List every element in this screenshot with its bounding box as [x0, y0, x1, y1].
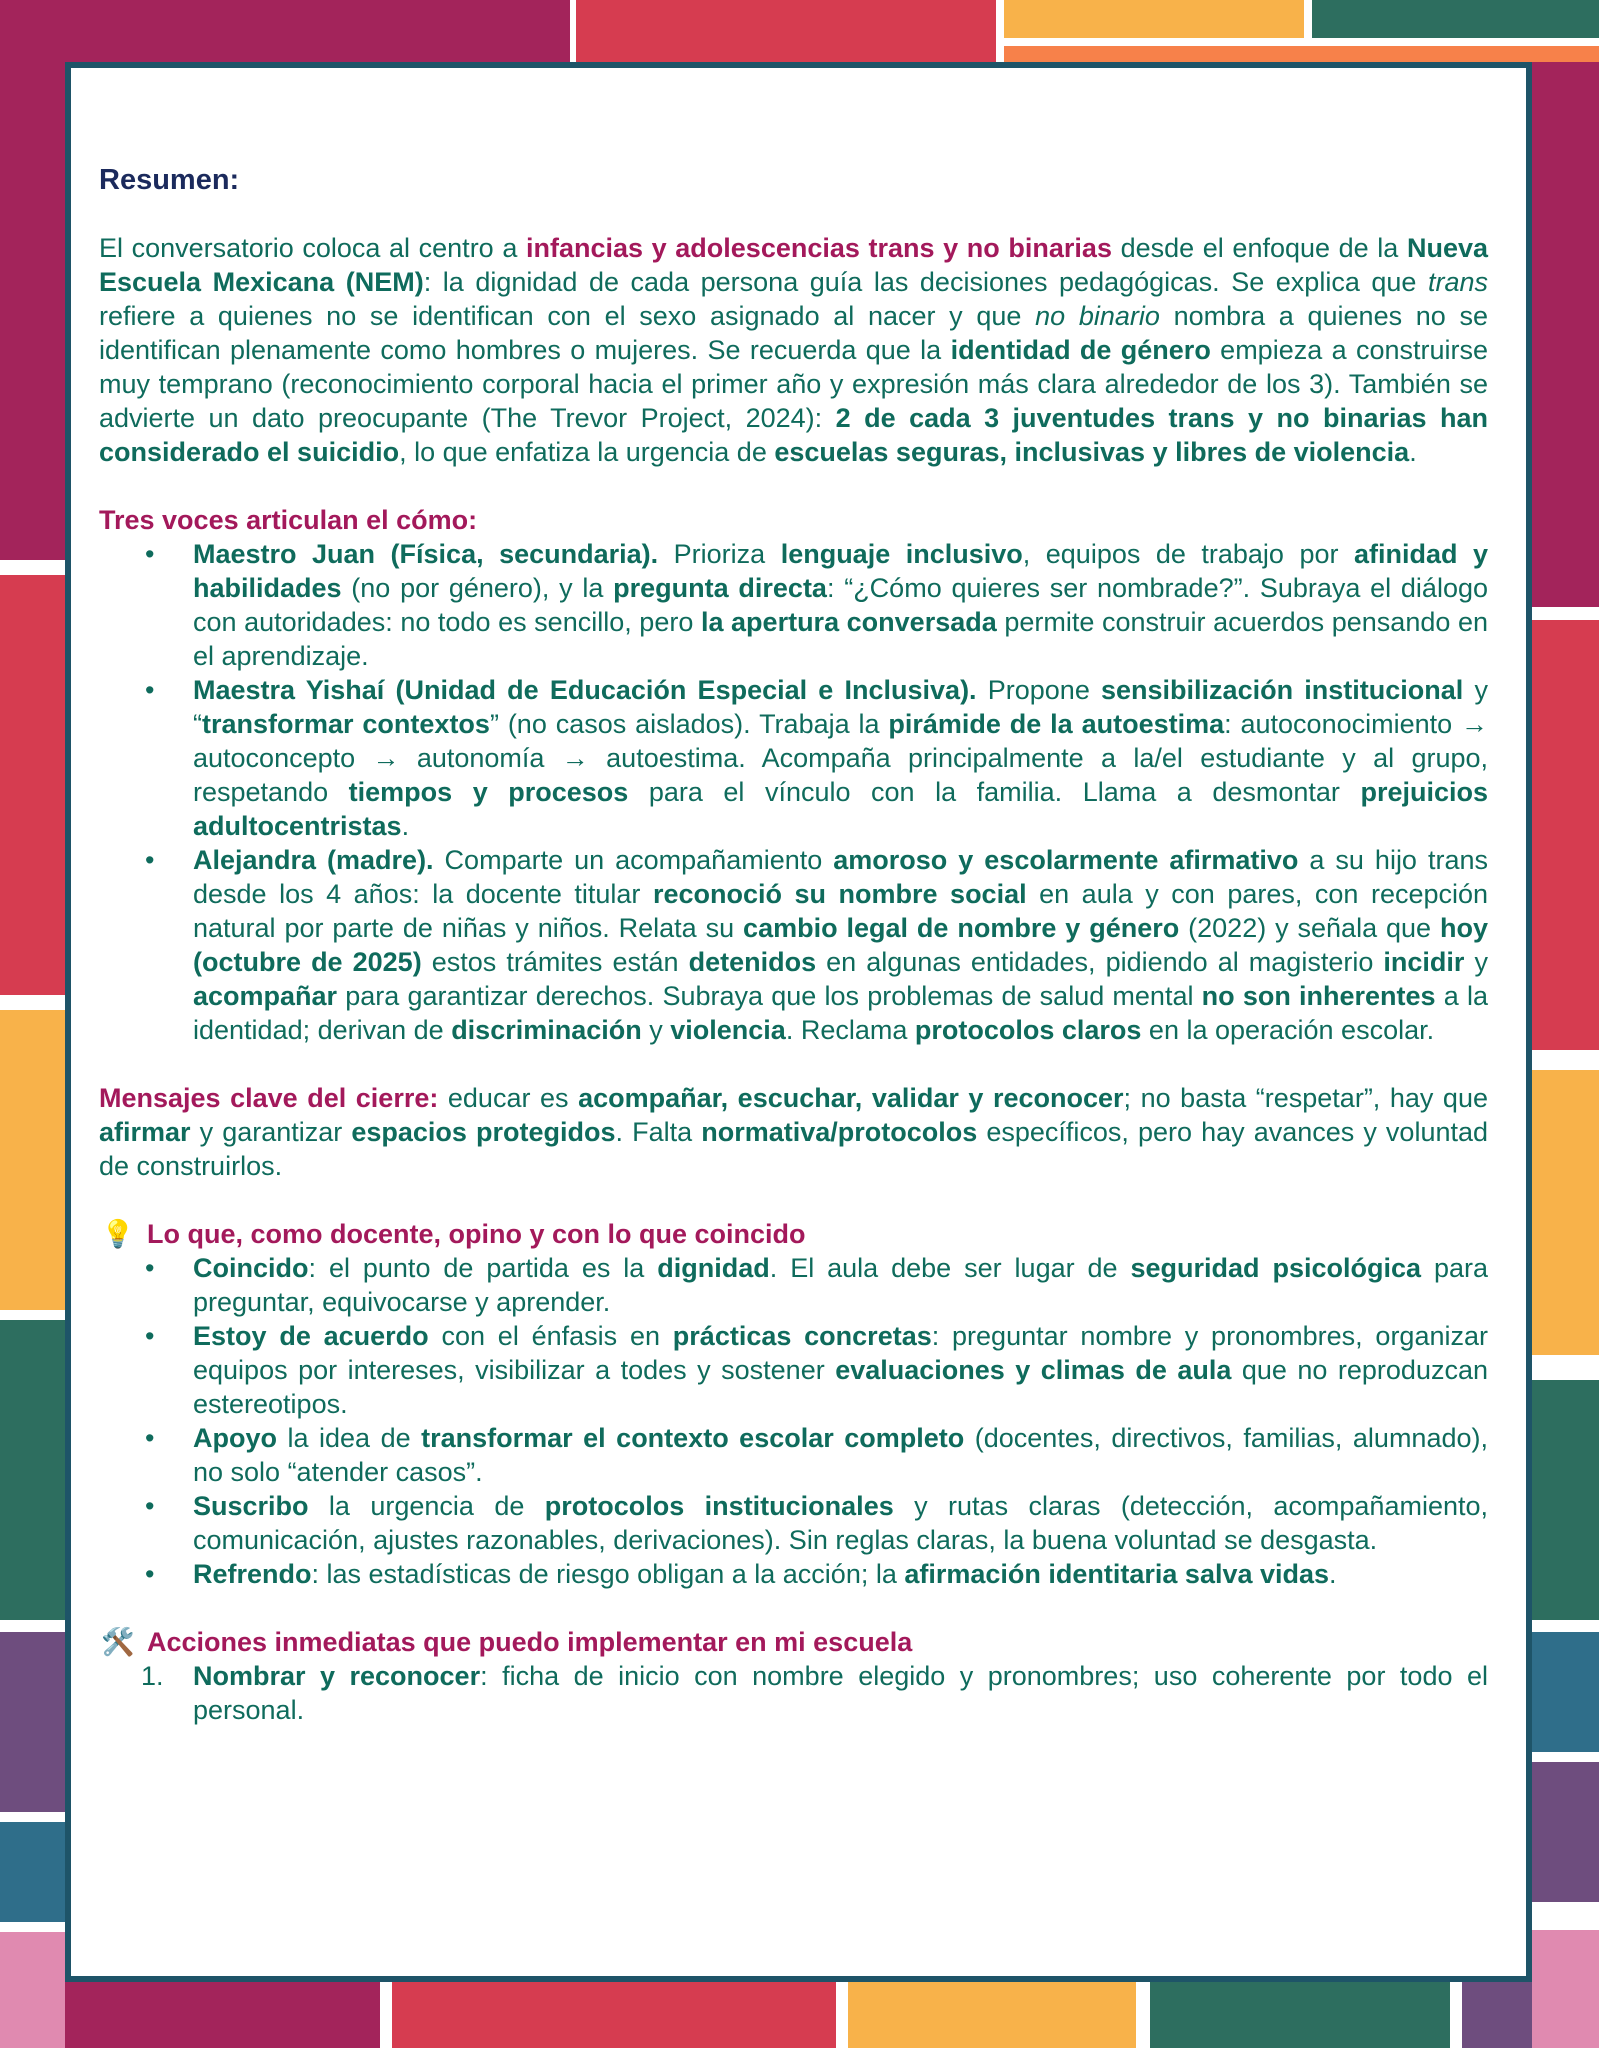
- item-number: 1.: [141, 1661, 164, 1691]
- emphasis-text: Refrendo: [193, 1559, 312, 1589]
- text-segment: Propone: [976, 675, 1102, 705]
- bullet-icon: •: [145, 539, 155, 569]
- decor-block: [1312, 0, 1599, 38]
- emphasis-text: Maestra Yishaí (Unidad de Educación Especial e Inclusiva).: [193, 675, 977, 705]
- lightbulb-icon: 💡: [101, 1219, 135, 1249]
- emphasis-text: identidad de género: [950, 335, 1211, 365]
- text-segment: educar es: [438, 1083, 579, 1113]
- text-segment: : las estadísticas de riesgo obligan a la acción; la: [311, 1559, 905, 1589]
- text-segment: y garantizar: [190, 1117, 352, 1147]
- emphasis-text: transformar contextos: [202, 709, 490, 739]
- list-item: [99, 673, 1488, 843]
- text-segment: . Falta: [615, 1117, 702, 1147]
- voces-heading: Tres voces articulan el cómo:: [99, 505, 478, 535]
- decor-block: [65, 1982, 380, 2048]
- emphasis-text: evaluaciones y climas de aula: [835, 1355, 1232, 1385]
- emphasis-text: Nueva Escuela Mexicana (NEM): [99, 233, 1488, 297]
- emphasis-text: Maestro Juan (Física, secundaria).: [193, 539, 659, 569]
- opinion-list: [99, 1251, 1488, 1591]
- text-segment: El conversatorio coloca al centro a: [99, 233, 526, 263]
- decor-block: [848, 1982, 1136, 2048]
- text-segment: : preguntar nombre y pronombres, organizar equipos por intereses, visibilizar a todes y sostener: [193, 1321, 1488, 1385]
- text-segment: en aula y con pares, con recepción natural por parte de niñas y niños. Relata su: [193, 879, 1489, 943]
- emphasis-text: acompañar: [193, 981, 338, 1011]
- text-segment: : el punto de partida es la: [308, 1253, 658, 1283]
- bullet-icon: •: [145, 1423, 155, 1453]
- text-segment: en algunas entidades, pidiendo al magisterio: [816, 947, 1384, 977]
- emphasis-text: no son inherentes: [1201, 981, 1436, 1011]
- bullet-icon: •: [145, 1491, 155, 1521]
- decor-block: [0, 1932, 65, 2048]
- text-segment: (docentes, directivos, familias, alumnado), no solo “atender casos”.: [193, 1423, 1488, 1487]
- text-segment: a la identidad; derivan de: [193, 981, 1488, 1045]
- emphasis-text: seguridad psicológica: [1130, 1253, 1422, 1283]
- emphasis-text: Apoyo: [193, 1423, 277, 1453]
- acciones-title: Acciones inmediatas que puedo implementar en mi escuela: [147, 1627, 913, 1657]
- decor-block: [1532, 1380, 1599, 1620]
- emphasis-text: reconoció su nombre social: [652, 879, 1027, 909]
- emphasis-text: transformar el contexto escolar completo: [421, 1423, 965, 1453]
- emphasis-text: tiempos y procesos: [348, 777, 629, 807]
- text-segment: y: [1464, 947, 1489, 977]
- emphasis-text: amoroso y escolarmente afirmativo: [833, 845, 1299, 875]
- text-segment: : autoconocimiento → autoconcepto → autonomía → autoestima. Acompaña principalmente a la/el estudiante y al grupo, respetando: [193, 709, 1489, 807]
- emphasis-text: incidir: [1383, 947, 1465, 977]
- decor-block: [1532, 1930, 1599, 2048]
- tools-icon: 🛠️: [101, 1627, 135, 1657]
- decor-block: [0, 1822, 65, 1922]
- text-segment: estos trámites están: [421, 947, 689, 977]
- emphasis-text: cambio legal de nombre y género: [743, 913, 1180, 943]
- cierre-paragraph: [99, 1081, 1488, 1183]
- emphasis-text: dignidad: [657, 1253, 770, 1283]
- list-item: [99, 1319, 1488, 1421]
- text-segment: Prioriza: [658, 539, 781, 569]
- text-segment: , lo que enfatiza la urgencia de: [399, 437, 775, 467]
- emphasis-text: afirmación identitaria salva vidas: [904, 1559, 1330, 1589]
- opinion-title: Lo que, como docente, opino y con lo que coincido: [147, 1219, 806, 1249]
- emphasis-text: la apertura conversada: [700, 607, 997, 637]
- text-segment: refiere a quienes no se identifican con el sexo asignado al nacer y que: [99, 301, 1036, 331]
- decor-block: [576, 0, 996, 62]
- emphasis-text: lenguaje inclusivo: [780, 539, 1023, 569]
- decor-block: [1004, 0, 1304, 38]
- text-segment: , equipos de trabajo por: [1022, 539, 1354, 569]
- text-segment: .: [401, 811, 410, 841]
- decor-block: [1150, 1982, 1450, 2048]
- emphasis-text: Coincido: [193, 1253, 309, 1283]
- emphasis-text: detenidos: [688, 947, 817, 977]
- bullet-icon: •: [145, 1321, 155, 1351]
- emphasis-text: trans: [1427, 267, 1489, 297]
- text-segment: con el énfasis en: [428, 1321, 673, 1351]
- text-segment: (2022) y señala que: [1179, 913, 1440, 943]
- list-item: [99, 537, 1488, 673]
- emphasis-text: prácticas concretas: [672, 1321, 932, 1351]
- list-item: [99, 1489, 1488, 1557]
- decor-block: [0, 1010, 65, 1310]
- text-segment: la idea de: [277, 1423, 422, 1453]
- text-segment: que no reproduzcan estereotipos.: [193, 1355, 1488, 1419]
- emphasis-text: Alejandra (madre).: [193, 845, 434, 875]
- list-item: [99, 1557, 1488, 1591]
- text-segment: permite construir acuerdos pensando en el aprendizaje.: [193, 607, 1488, 671]
- emphasis-text: espacios protegidos: [351, 1117, 616, 1147]
- voces-list: [99, 537, 1488, 1047]
- decor-block: [1004, 46, 1599, 62]
- item-text: [193, 1661, 1488, 1725]
- emphasis-text: Mensajes clave del cierre:: [99, 1083, 439, 1113]
- text-segment: la urgencia de: [308, 1491, 545, 1521]
- emphasis-text: normativa/protocolos: [701, 1117, 978, 1147]
- bullet-icon: •: [145, 1559, 155, 1589]
- resumen-heading: Resumen:: [99, 164, 240, 196]
- opinion-heading: [99, 1217, 1488, 1251]
- document-content: [99, 163, 1488, 1727]
- text-segment: nombra a quienes no se identifican plenamente como hombres o mujeres. Se recuerda que la: [99, 301, 1488, 365]
- decor-block: [1462, 1982, 1532, 2048]
- text-segment: específicos, pero hay avances y voluntad de construirlos.: [99, 1117, 1489, 1181]
- text-segment: : “¿Cómo quieres ser nombrade?”. Subraya el diálogo con autoridades: no todo es sencillo, pero: [193, 573, 1488, 637]
- text-segment: : ficha de inicio con nombre elegido y pronombres; uso coherente por todo el personal.: [193, 1661, 1488, 1725]
- emphasis-text: acompañar, escuchar, validar y reconocer: [578, 1083, 1124, 1113]
- text-segment: y “: [193, 675, 1488, 739]
- text-segment: . El aula debe ser lugar de: [769, 1253, 1131, 1283]
- emphasis-text: escuelas seguras, inclusivas y libres de violencia: [774, 437, 1410, 467]
- text-segment: .: [1409, 437, 1417, 467]
- text-segment: . Reclama: [785, 1015, 915, 1045]
- acciones-list: [99, 1659, 1488, 1727]
- text-segment: empieza a construirse muy temprano (reconocimiento corporal hacia el primer año y expresión más clara alrededor de los 3). También se advierte un dato preocupante (The Trevor Project, 2024):: [99, 335, 1489, 433]
- emphasis-text: 2 de cada 3 juventudes trans y no binarias han considerado el suicidio: [99, 403, 1488, 467]
- emphasis-text: prejuicios adultocentristas: [193, 777, 1488, 841]
- emphasis-text: violencia: [670, 1015, 786, 1045]
- text-segment: para preguntar, equivocarse y aprender.: [193, 1253, 1488, 1317]
- emphasis-text: protocolos institucionales: [544, 1491, 894, 1521]
- resumen-paragraph: [99, 231, 1488, 469]
- text-segment: a su hijo trans desde los 4 años: la docente titular: [193, 845, 1488, 909]
- text-segment: para el vínculo con la familia. Llama a desmontar: [628, 777, 1361, 807]
- decor-block: [0, 575, 65, 995]
- bullet-icon: •: [145, 675, 155, 705]
- emphasis-text: infancias y adolescencias trans y no binarias: [525, 233, 1112, 263]
- decor-block: [392, 1982, 836, 2048]
- text-segment: ” (no casos aislados). Trabaja la: [489, 709, 889, 739]
- decor-block: [0, 1632, 65, 1812]
- decor-block: [0, 1320, 65, 1620]
- list-item: [99, 1659, 1488, 1727]
- list-item: [99, 1251, 1488, 1319]
- decor-block: [1532, 1762, 1599, 1902]
- acciones-heading: [99, 1625, 1488, 1659]
- emphasis-text: Nombrar y reconocer: [193, 1661, 481, 1691]
- bullet-icon: •: [145, 1253, 155, 1283]
- decor-block: [1532, 62, 1599, 607]
- text-segment: .: [1329, 1559, 1337, 1589]
- decor-block: [1532, 620, 1599, 1050]
- emphasis-text: Suscribo: [193, 1491, 309, 1521]
- emphasis-text: pregunta directa: [613, 573, 827, 603]
- decor-block: [1532, 1070, 1599, 1355]
- text-segment: para garantizar derechos. Subraya que los problemas de salud mental: [337, 981, 1202, 1011]
- document-page: [65, 62, 1532, 1982]
- emphasis-text: no binario: [1035, 301, 1160, 331]
- text-segment: y: [641, 1015, 671, 1045]
- emphasis-text: sensibilización institucional: [1101, 675, 1464, 705]
- text-segment: en la operación escolar.: [1141, 1015, 1435, 1045]
- emphasis-text: hoy (octubre de 2025): [193, 913, 1488, 977]
- text-segment: (no por género), y la: [341, 573, 614, 603]
- emphasis-text: afinidad y habilidades: [193, 539, 1489, 603]
- list-item: [99, 843, 1488, 1047]
- emphasis-text: afirmar: [99, 1117, 191, 1147]
- emphasis-text: protocolos claros: [914, 1015, 1142, 1045]
- text-segment: : la dignidad de cada persona guía las decisiones pedagógicas. Se explica que: [423, 267, 1428, 297]
- text-segment: Comparte un acompañamiento: [433, 845, 834, 875]
- decor-block: [1532, 1632, 1599, 1752]
- emphasis-text: discriminación: [451, 1015, 642, 1045]
- emphasis-text: Estoy de acuerdo: [193, 1321, 429, 1351]
- text-segment: y rutas claras (detección, acompañamiento, comunicación, ajustes razonables, derivaciones). Sin reglas claras, la buena voluntad se desgasta.: [193, 1491, 1489, 1555]
- text-segment: desde el enfoque de la: [1111, 233, 1407, 263]
- list-item: [99, 1421, 1488, 1489]
- emphasis-text: pirámide de la autoestima: [888, 709, 1225, 739]
- text-segment: ; no basta “respetar”, hay que: [1123, 1083, 1488, 1113]
- bullet-icon: •: [145, 845, 155, 875]
